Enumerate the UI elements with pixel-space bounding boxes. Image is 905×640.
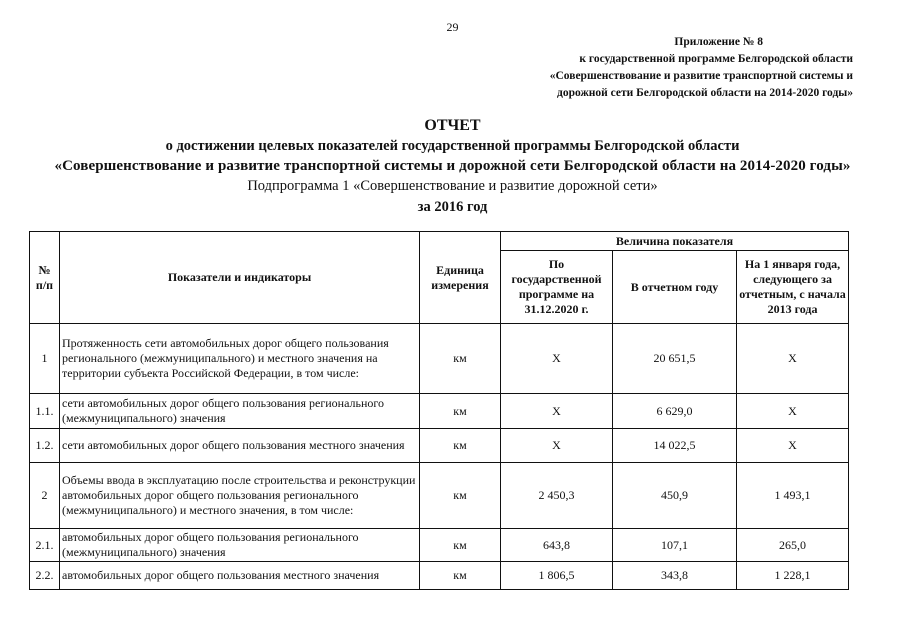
row-report-year: 6 629,0 <box>613 394 737 429</box>
row-plan: Х <box>501 429 613 463</box>
appendix-line: «Совершенствование и развитие транспортной системы и <box>549 70 853 82</box>
row-num: 2 <box>30 463 60 529</box>
row-plan: 1 806,5 <box>501 562 613 590</box>
row-report-year: 20 651,5 <box>613 324 737 394</box>
row-unit: км <box>420 394 501 429</box>
row-jan1: 265,0 <box>737 529 849 562</box>
row-indicator: сети автомобильных дорог общего пользования регионального (межмуниципального) значения <box>60 394 420 429</box>
row-jan1: Х <box>737 324 849 394</box>
table-row <box>30 463 849 529</box>
row-jan1: 1 493,1 <box>737 463 849 529</box>
appendix-line: дорожной сети Белгородской области на 2014-2020 годы» <box>557 87 853 99</box>
row-plan: 2 450,3 <box>501 463 613 529</box>
appendix-line: к государственной программе Белгородской области <box>579 53 853 65</box>
subprogram-name: Подпрограмма 1 «Совершенствование и развитие дорожной сети» <box>247 178 658 194</box>
row-unit: км <box>420 324 501 394</box>
row-unit: км <box>420 529 501 562</box>
row-indicator: автомобильных дорог общего пользования местного значения <box>60 562 420 590</box>
appendix-header <box>550 34 853 102</box>
report-subtitle: о достижении целевых показателей государственной программы Белгородской области <box>165 138 740 154</box>
row-unit: км <box>420 463 501 529</box>
row-plan: 643,8 <box>501 529 613 562</box>
row-report-year: 107,1 <box>613 529 737 562</box>
row-jan1: 1 228,1 <box>737 562 849 590</box>
indicators-table <box>29 231 849 590</box>
row-unit: км <box>420 429 501 463</box>
header-unit: Единица измерения <box>420 232 501 324</box>
row-indicator: сети автомобильных дорог общего пользования местного значения <box>60 429 420 463</box>
table-row <box>30 324 849 394</box>
row-unit: км <box>420 562 501 590</box>
report-title-block <box>0 116 905 218</box>
row-plan: Х <box>501 394 613 429</box>
row-jan1: Х <box>737 429 849 463</box>
header-report-year: В отчетном году <box>613 251 737 324</box>
header-indicator: Показатели и индикаторы <box>60 232 420 324</box>
row-report-year: 14 022,5 <box>613 429 737 463</box>
header-num: № п/п <box>30 232 60 324</box>
row-indicator: автомобильных дорог общего пользования регионального (межмуниципального) значения <box>60 529 420 562</box>
row-report-year: 450,9 <box>613 463 737 529</box>
table-row <box>30 529 849 562</box>
table-row <box>30 562 849 590</box>
row-num: 2.2. <box>30 562 60 590</box>
header-plan: По государственной программе на 31.12.2020 г. <box>501 251 613 324</box>
appendix-title: Приложение № 8 <box>674 36 763 48</box>
table-row <box>30 429 849 463</box>
header-jan1: На 1 января года, следующего за отчетным, с начала 2013 года <box>737 251 849 324</box>
row-num: 2.1. <box>30 529 60 562</box>
table-row <box>30 394 849 429</box>
row-num: 1.2. <box>30 429 60 463</box>
row-indicator: Протяженность сети автомобильных дорог общего пользования регионального (межмуниципального) и местного значения на территории субъекта Российской Федерации, в том числе: <box>60 324 420 394</box>
page-number: 29 <box>446 20 459 34</box>
report-year: за 2016 год <box>417 199 488 215</box>
header-value-group: Величина показателя <box>501 232 849 251</box>
program-name: «Совершенствование и развитие транспортной системы и дорожной сети Белгородской области на 2014-2020 годы» <box>54 158 851 174</box>
row-plan: Х <box>501 324 613 394</box>
row-num: 1.1. <box>30 394 60 429</box>
row-num: 1 <box>30 324 60 394</box>
row-jan1: Х <box>737 394 849 429</box>
report-title: ОТЧЕТ <box>424 117 481 134</box>
row-indicator: Объемы ввода в эксплуатацию после строительства и реконструкции автомобильных дорог общего пользования регионального (межмуниципального) и местного значения, в том числе: <box>60 463 420 529</box>
row-report-year: 343,8 <box>613 562 737 590</box>
